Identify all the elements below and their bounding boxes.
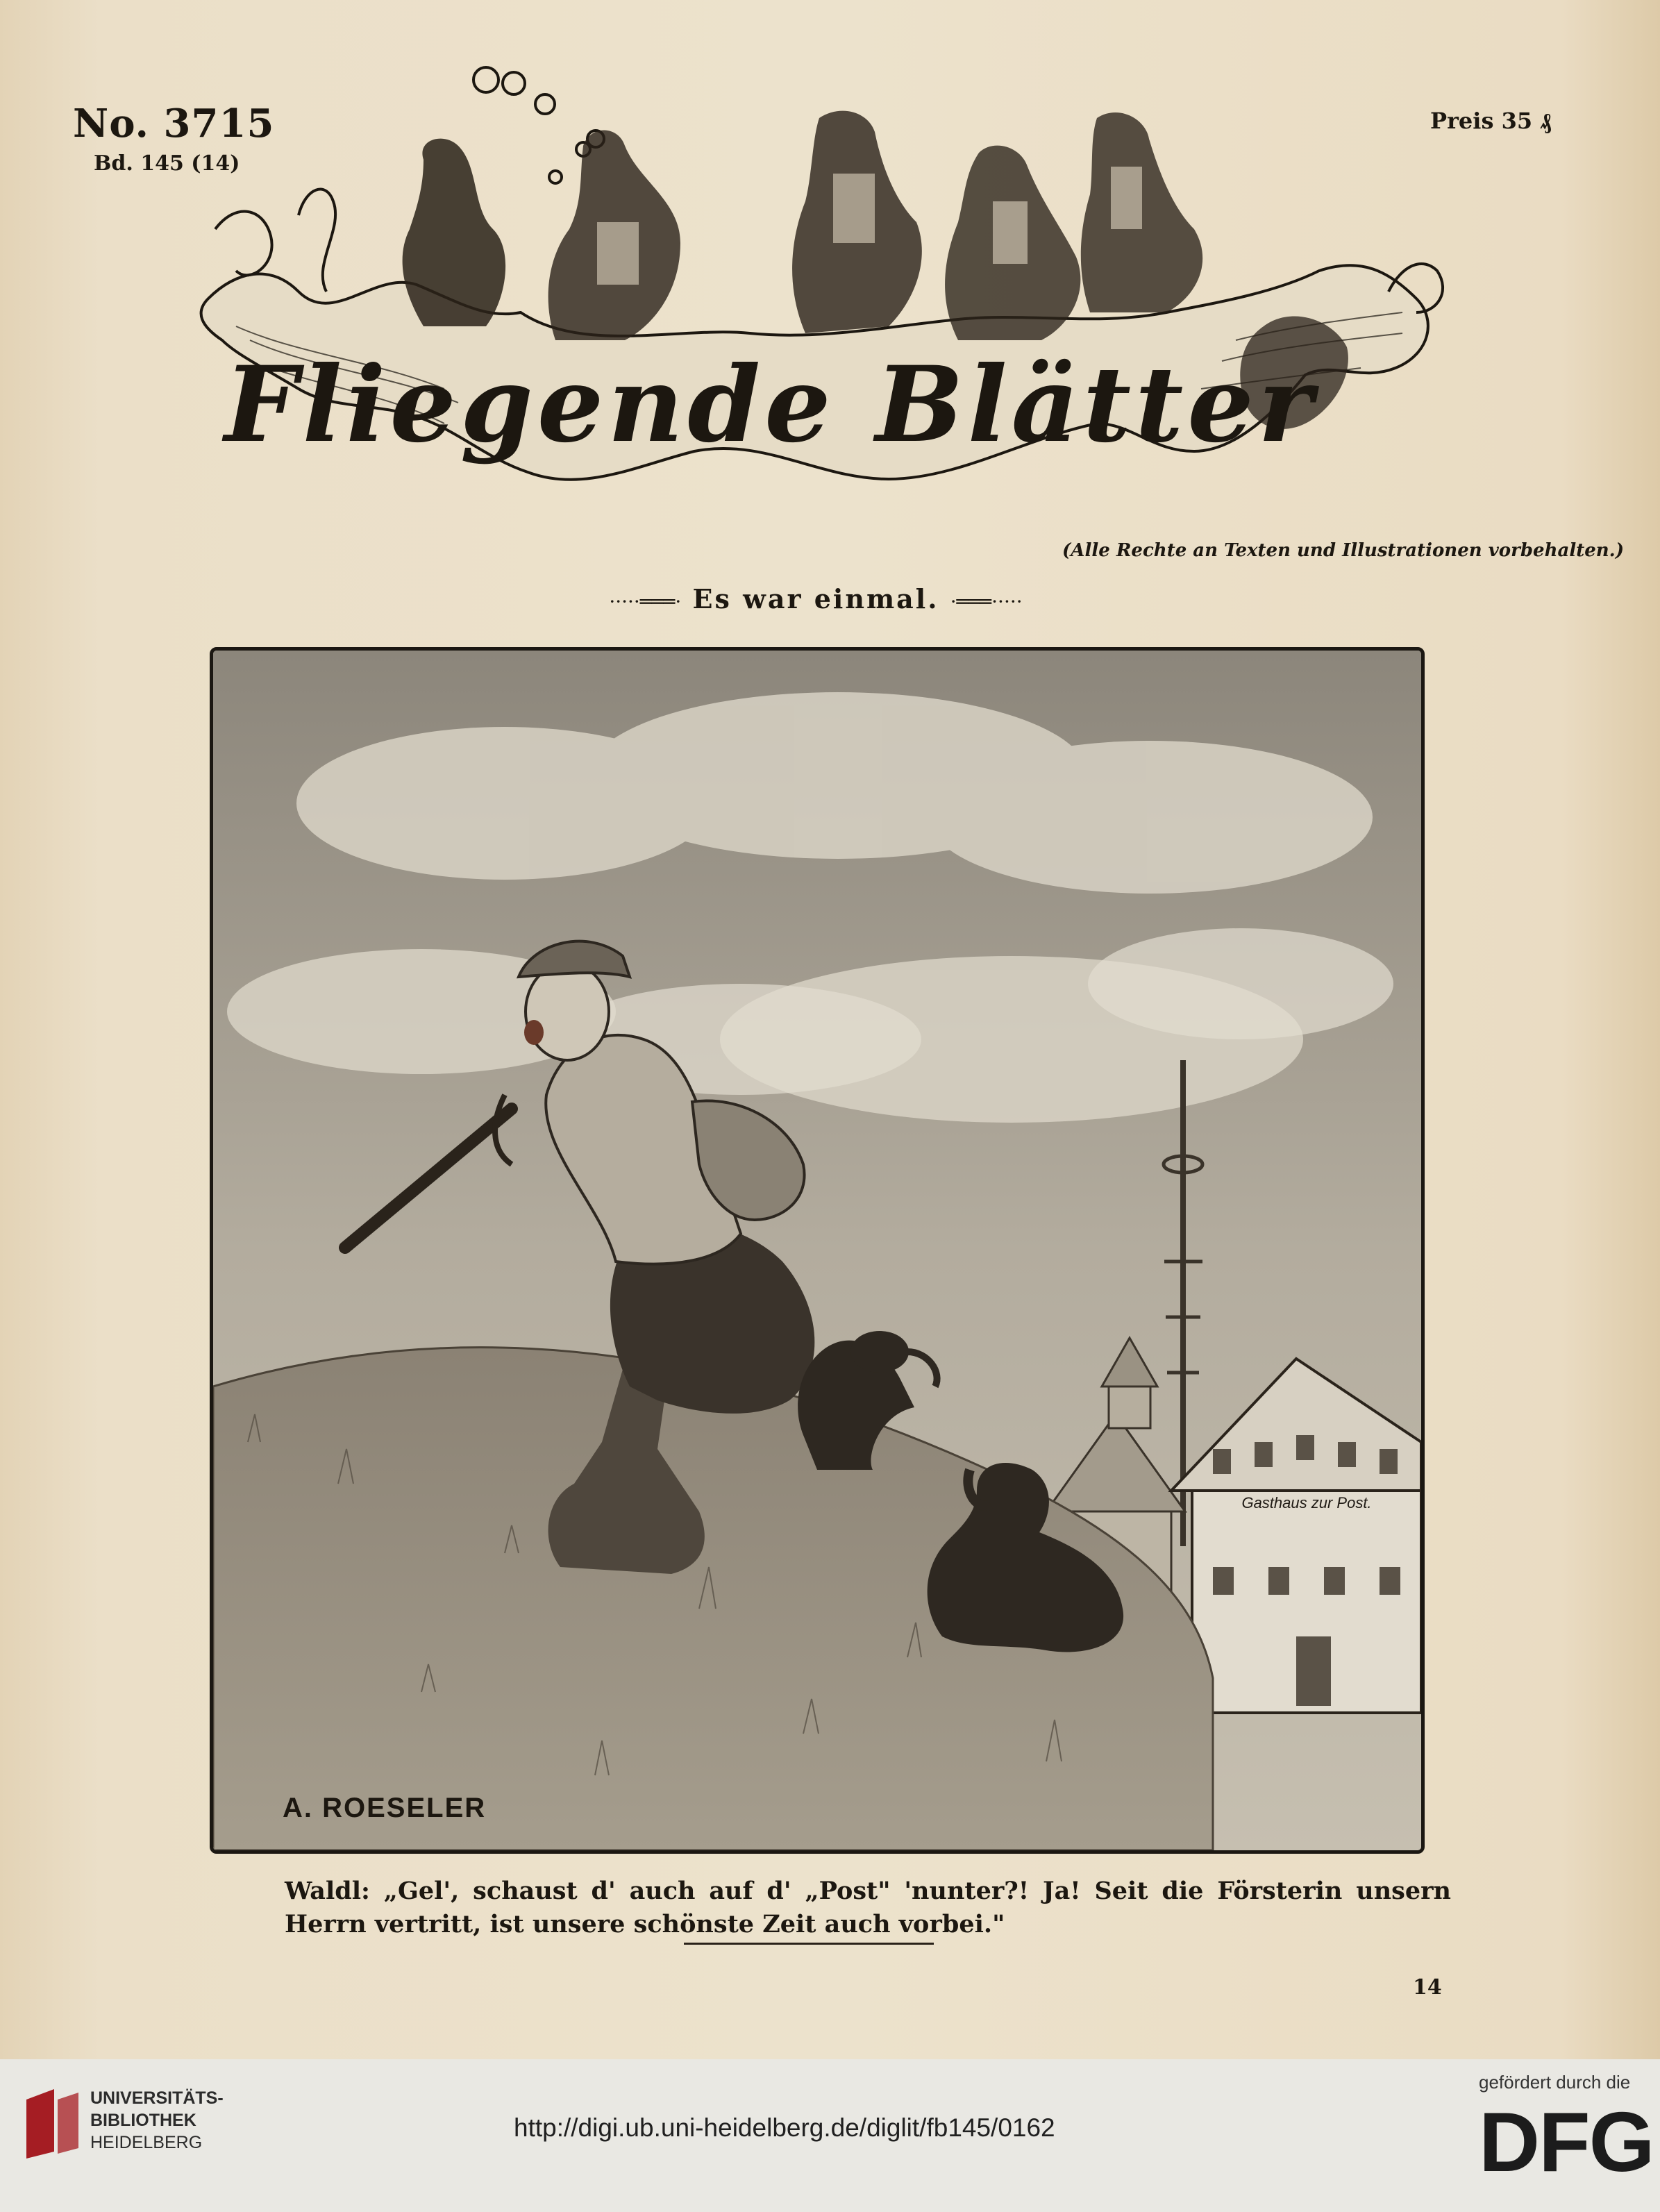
page-number: 14: [1413, 1975, 1442, 2000]
illustration: [210, 647, 1425, 1854]
article-title-text: Es war einmal.: [692, 583, 939, 614]
issue-number: No. 3715: [73, 101, 275, 146]
volume-number: Bd. 145 (14): [94, 151, 240, 176]
library-name[interactable]: [90, 2087, 224, 2154]
article-title: [590, 583, 1041, 614]
illustration-caption: Waldl: „Gel', schaust d' auch auf d' „Post" 'nunter?! Ja! Seit die Försterin unsern Herrn vertritt, ist unsere schönste Zeit auch vorbei.": [285, 1877, 1451, 1938]
artist-signature: A. ROESELER: [283, 1793, 487, 1823]
dfg-logo[interactable]: DFG: [1479, 2095, 1654, 2189]
funding-note: gefördert durch die: [1479, 2072, 1631, 2093]
price-label: Preis 35 ₰: [1430, 108, 1552, 134]
masthead: [194, 62, 1458, 542]
library-name-line-1: UNIVERSITÄTS-: [90, 2088, 224, 2108]
illustration-drawing: [213, 651, 1421, 1850]
title-ornament-right: ·═══·····: [950, 590, 1023, 613]
library-logo-icon[interactable]: [19, 2086, 82, 2162]
title-ornament-left: ·····═══·: [609, 590, 682, 613]
masthead-engraving: [194, 62, 1458, 542]
caption-rule: [684, 1943, 934, 1945]
library-name-line-3: HEIDELBERG: [90, 2133, 203, 2152]
permalink-url[interactable]: http://digi.ub.uni-heidelberg.de/diglit/fb145/0162: [514, 2113, 1055, 2142]
rights-note: (Alle Rechte an Texten und Illustrationen vorbehalten.): [1062, 540, 1625, 561]
library-name-line-2: BIBLIOTHEK: [90, 2111, 196, 2130]
inn-sign: Gasthaus zur Post.: [1241, 1494, 1372, 1511]
digitization-footer: [0, 2059, 1660, 2212]
masthead-title: Fliegende Blätter: [224, 344, 1317, 466]
